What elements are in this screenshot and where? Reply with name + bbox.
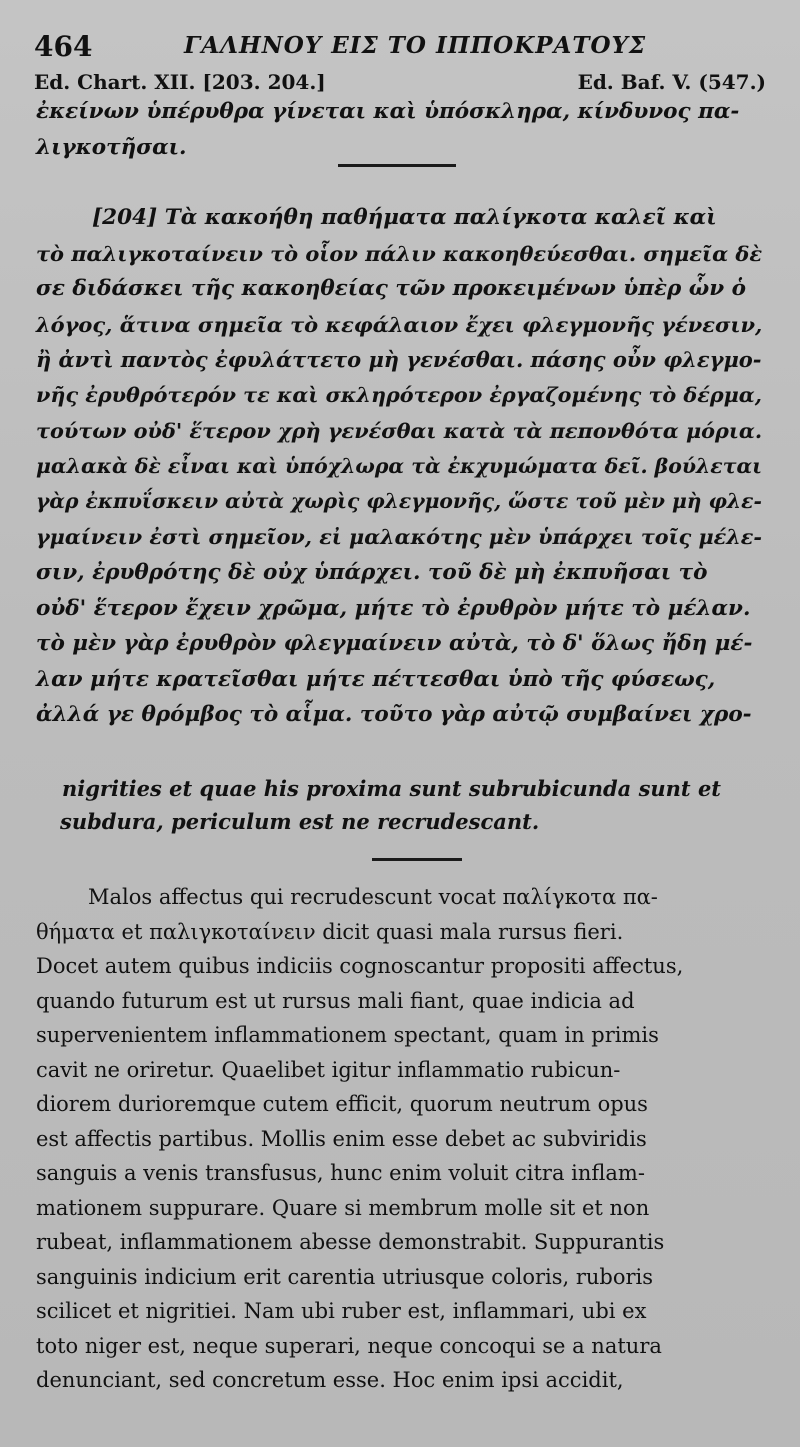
text-line: γμαίνειν ἐστὶ σημεῖον, εἰ μαλακότης μὲν ὑπάρχει τοῖς μέλε- xyxy=(36,524,762,549)
text-line: est affectis partibus. Mollis enim esse debet ac subviridis xyxy=(36,1126,647,1151)
page-number: 464 xyxy=(34,30,93,63)
text-line: ἐκείνων ὑπέρυθρα γίνεται καὶ ὑπόσκληρα, κίνδυνος πα- xyxy=(36,99,740,124)
text-line: λόγος, ἅτινα σημεῖα τὸ κεφάλαιον ἔχει φλεγμονῆς γένεσιν, xyxy=(36,311,763,337)
page-header xyxy=(34,30,766,62)
text-line: cavit ne oriretur. Quaelibet igitur inflammatio rubicun- xyxy=(36,1057,621,1082)
text-line: τὸ μὲν γὰρ ἐρυθρὸν φλεγμαίνειν αὐτὰ, τὸ δ' ὅλως ἤδη μέ- xyxy=(36,631,753,656)
text-line: ἢ ἀντὶ παντὸς ἐφυλάττετο μὴ γενέσθαι. πάσης οὖν φλεγμο- xyxy=(36,347,762,372)
text-line: rubeat, inflammationem abesse demonstrabit. Suppurantis xyxy=(36,1230,665,1254)
greek-commentary xyxy=(36,200,766,733)
text-line: denunciant, sed concretum esse. Hoc enim ipsi accidit, xyxy=(36,1368,624,1392)
latin-commentary xyxy=(36,880,766,1398)
text-line: toto niger est, neque superari, neque concoqui se a natura xyxy=(36,1333,662,1358)
text-line: μαλακὰ δὲ εἶναι καὶ ὑπόχλωρα τὰ ἐκχυμώματα δεῖ. βούλεται xyxy=(36,453,763,478)
text-line: [204] Τὰ κακοήθη παθήματα παλίγκοτα καλεῖ καὶ xyxy=(92,205,717,230)
edition-chart-ref: Ed. Chart. XII. [203. 204.] xyxy=(34,70,326,94)
section-divider xyxy=(338,164,456,167)
latin-aphorism xyxy=(62,772,766,838)
text-line: sanguis a venis transfusus, hunc enim voluit citra inflam- xyxy=(36,1161,645,1185)
text-line: mationem suppurare. Quare si membrum molle sit et non xyxy=(36,1195,650,1220)
text-line: nigrities et quae his proxima sunt subrubicunda sunt et xyxy=(62,776,722,801)
text-line: σε διδάσκει τῆς κακοηθείας τῶν προκειμένων ὑπὲρ ὧν ὁ xyxy=(36,276,746,301)
text-line: λιγκοτῆσαι. xyxy=(36,134,187,160)
text-line: quando futurum est ut rursus mali fiant, quae indicia ad xyxy=(36,988,635,1013)
text-line: subdura, periculum est ne recrudescant. xyxy=(60,809,540,834)
text-line: τούτων οὐδ' ἕτερον χρὴ γενέσθαι κατὰ τὰ πεπονθότα μόρια. xyxy=(36,418,763,443)
text-line: γὰρ ἐκπυΐσκειν αὐτὰ χωρὶς φλεγμονῆς, ὥστε τοῦ μὲν μὴ φλε- xyxy=(36,489,762,513)
text-line: νῆς ἐρυθρότερόν τε καὶ σκληρότερον ἐργαζομένης τὸ δέρμα, xyxy=(36,382,762,407)
text-line: θήματα et παλιγκοταίνειν dicit quasi mala rursus fieri. xyxy=(36,919,624,944)
text-line: οὐδ' ἕτερον ἔχειν χρῶμα, μήτε τὸ ἐρυθρὸν μήτε τὸ μέλαν. xyxy=(36,595,751,621)
text-line: sanguinis indicium erit carentia utriusque coloris, ruboris xyxy=(36,1264,654,1289)
text-line: ἀλλά γε θρόμβος τὸ αἷμα. τοῦτο γὰρ αὐτῷ συμβαίνει χρο- xyxy=(36,702,752,727)
text-line: supervenientem inflammationem spectant, quam in primis xyxy=(36,1023,659,1047)
text-line: τὸ παλιγκοταίνειν τὸ οἷον πάλιν κακοηθεύεσθαι. σημεῖα δὲ xyxy=(36,240,763,266)
text-line: λαν μήτε κρατεῖσθαι μήτε πέττεσθαι ὑπὸ τῆς φύσεως, xyxy=(36,666,716,692)
text-line: scilicet et nigritiei. Nam ubi ruber est, inflammari, ubi ex xyxy=(36,1299,647,1323)
text-line: Docet autem quibus indiciis cognoscantur propositi affectus, xyxy=(36,954,684,978)
text-line: Malos affectus qui recrudescunt vocat παλίγκοτα πα- xyxy=(88,885,658,909)
running-title: ΓΑΛΗΝΟΥ ΕΙΣ ΤΟ ΙΠΠΟΚΡΑΤΟΥΣ xyxy=(184,32,647,59)
text-line: diorem durioremque cutem efficit, quorum neutrum opus xyxy=(36,1092,648,1116)
section-divider xyxy=(372,858,462,861)
edition-basel-ref: Ed. Baf. V. (547.) xyxy=(577,70,766,94)
greek-aphorism xyxy=(36,94,766,165)
text-line: σιν, ἐρυθρότης δὲ οὐχ ὑπάρχει. τοῦ δὲ μὴ ἐκπυῆσαι τὸ xyxy=(36,560,708,585)
